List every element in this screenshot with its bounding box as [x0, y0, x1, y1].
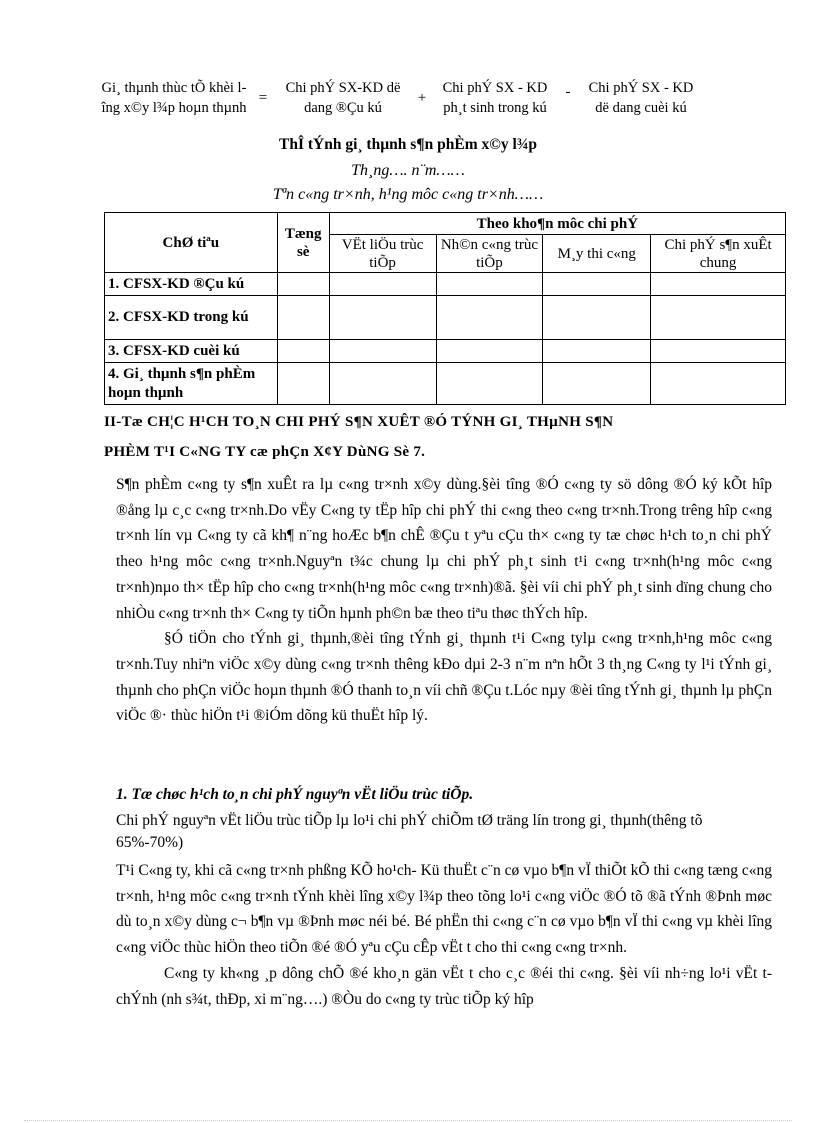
body-paragraphs-3 — [116, 858, 772, 1012]
cost-card-table — [104, 212, 786, 405]
header-indicator: ChØ tiªu — [105, 213, 278, 273]
row-label: 2. CFSX-KD trong kú — [105, 296, 278, 340]
formula-plus: + — [417, 89, 427, 106]
section-heading-line2: PHÈM T¹I C«NG TY cæ phÇn X¢Y DùNG Sè 7. — [104, 444, 426, 460]
header-total: Tæng sè — [277, 213, 329, 273]
formula-term-closing: Chi phÝ SX - KD dë dang cuèi kú — [588, 80, 694, 116]
paragraph: C«ng ty kh«ng ¸p dông chÕ ®é kho¸n gän vËt t cho c¸c ®éi thi c«ng. §èi víi nh÷ng lo¹i vËt t chÝnh (nh s¾t, thÐp, xi m¨ng….) ®Òu do c«ng ty trùc tiÕp ký hîp — [116, 964, 772, 1008]
cost-formula — [100, 66, 740, 130]
body-paragraphs-2 — [116, 810, 772, 854]
paragraph: Chi phÝ nguyªn vËt liÖu trùc tiÕp lµ lo¹i chi phÝ chiÕm tØ träng lín trong gi¸ thµnh(thêng tõ 65%-70%) — [116, 812, 703, 851]
subsection-heading: 1. Tæ chøc h¹ch to¸n chi phÝ nguyªn vËt liÖu trùc tiÕp. — [116, 786, 474, 803]
formula-term-opening: Chi phÝ SX-KD dë dang ®Çu kú — [285, 80, 401, 116]
section-heading-line1: II-Tæ CH¦C H¹CH TO¸N CHI PHÝ S¶N XUÊT ®Ó TÝNH GI¸ THµNH S¶N — [104, 414, 614, 430]
period-line: Th¸ng…. n¨m…… — [351, 162, 465, 179]
row-label: 3. CFSX-KD cuèi kú — [105, 340, 278, 363]
row-label: 1. CFSX-KD ®Çu kú — [105, 273, 278, 296]
table-row — [105, 296, 786, 340]
body-paragraphs — [116, 472, 772, 729]
table-row — [105, 273, 786, 296]
project-line: Tªn c«ng tr×nh, h¹ng môc c«ng tr×nh…… — [272, 186, 544, 203]
header-overhead: Chi phÝ s¶n xuÊt chung — [651, 235, 786, 273]
header-direct-labor: Nh©n c«ng trùc tiÕp — [436, 235, 543, 273]
row-label: 4. Gi¸ thµnh s¶n phÈm hoµn thµnh — [105, 363, 278, 405]
table-row — [105, 340, 786, 363]
paragraph: §Ó tiÖn cho tÝnh gi¸ thµnh,®èi tîng tÝnh gi¸ thµnh t¹i C«ng tylµ c«ng tr×nh,h¹ng môc c«ng tr×nh.Tuy nhiªn viÖc x©y dùng c«ng tr×nh thêng kÐo dµi 2-3 n¨m nªn hÕt 3 th¸ng C«ng ty l¹i tÝnh gi¸ thµnh cho phÇn viÖc hoµn thµnh ®Ó thanh to¸n víi chñ ®Çu t.Lóc nµy ®èi tîng tÝnh gi¸ thµnh lµ phÇn viÖc ®· thùc hiÖn t¹i ®iÓm dõng kü thuËt hîp lý. — [116, 630, 772, 725]
header-cost-items: Theo kho¶n môc chi phÝ — [329, 213, 785, 235]
formula-term-incurred: Chi phÝ SX - KD ph¸t sinh trong kú — [442, 80, 548, 116]
formula-lhs: Gi¸ thµnh thùc tÕ khèi lîng x©y l¾p hoµn thµnh — [101, 80, 247, 116]
formula-minus: - — [565, 83, 571, 100]
header-machinery: M¸y thi c«ng — [543, 235, 651, 273]
paragraph: S¶n phÈm c«ng ty s¶n xuÊt ra lµ c«ng tr×nh x©y dùng.§èi tîng ®Ó c«ng ty sö dông ®Ó ký kÕt hîp ®ång lµ c¸c c«ng tr×nh.Do vËy C«ng ty tËp hîp chi phÝ thi c«ng theo c«ng tr×nh.Trong trêng hîp c«ng tr×nh lín vµ C«ng ty cã kh¶ n¨ng hoÆc b¶n chÊ ®Çu t yªu cÇu th× c«ng ty tæ chøc h¹ch to¸n chi phÝ theo h¹ng môc c«ng tr×nh.Nguyªn t¾c chung lµ chi phÝ ph¸t sinh t¹i c«ng tr×nh(h¹ng môc c«ng tr×nh)nµo th× tËp hîp cho c«ng tr×nh(h¹ng môc c«ng tr×nh)®ã. §èi víi chi phÝ ph¸t sinh dïng chung cho nhiÒu c«ng tr×nh th× C«ng ty tiÕn hµnh ph©n bæ theo tiªu thøc thÝch hîp. — [116, 476, 772, 622]
header-direct-materials: VËt liÖu trùc tiÕp — [329, 235, 436, 273]
page-bottom-border — [24, 1120, 792, 1121]
cost-card-title: ThÎ tÝnh gi¸ thµnh s¶n phÈm x©y l¾p — [278, 136, 538, 153]
table-row — [105, 363, 786, 405]
paragraph: T¹i C«ng ty, khi cã c«ng tr×nh phßng KÕ ho¹ch- Kü thuËt c¨n cø vµo b¶n vÏ thiÕt kÕ thi c«ng tæng c«ng tr×nh, h¹ng môc c«ng tr×nh tÝnh khèi lîng x©y l¾p theo tõng lo¹i c«ng viÖc ®Ó tõ ®ã tÝnh ®Þnh møc dù to¸n x©y dùng c¬ b¶n vµ ®Þnh møc néi bé. Bé phËn thi c«ng c¨n cø vµo b¶n vÏ thi c«ng vµ khèi lîng c«ng viÖc thùc hiÖn theo tiÕn ®é ®Ó yªu cÇu cÊp vËt t cho thi c«ng c«ng tr×nh. — [116, 862, 772, 957]
formula-equals: = — [258, 89, 268, 106]
